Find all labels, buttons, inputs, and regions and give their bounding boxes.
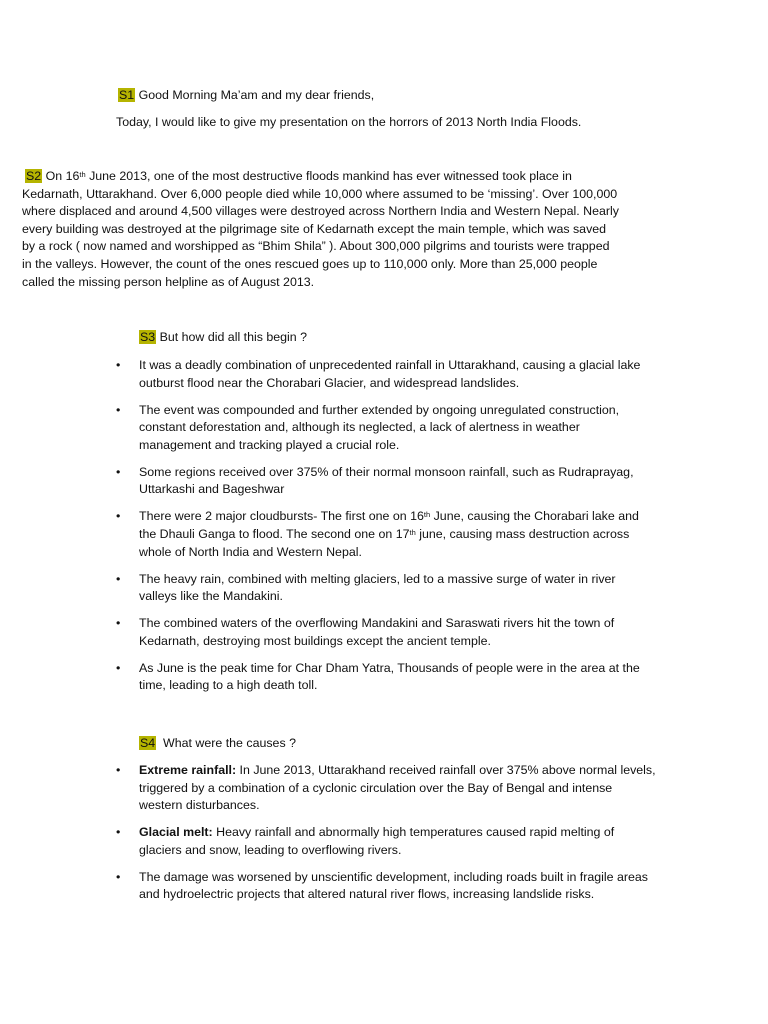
s4-heading: What were the causes ? (163, 736, 296, 750)
s2-line: in the valleys. However, the count of the ones rescued goes up to 110,000 only. More than 25,000 people (22, 256, 598, 271)
slide-tag-s3: S3 (140, 330, 156, 344)
bullet-line: valleys like the Mandakini. (139, 589, 283, 604)
bullet-line: Uttarkashi and Bageshwar (139, 482, 285, 497)
bullet-line: It was a deadly combination of unprecedented rainfall in Uttarakhand, causing a glacial lake (139, 358, 641, 372)
bullet-icon: • (116, 660, 121, 675)
bullet-line: Some regions received over 375% of their normal monsoon rainfall, such as Rudraprayag, (139, 464, 634, 479)
bullet-line: glaciers and snow, leading to overflowing rivers. (139, 842, 402, 857)
s2-line: On 16th June 2013, one of the most destructive floods mankind has ever witnessed took place in (45, 169, 572, 183)
bullet-line (139, 824, 656, 842)
bullet-line: outburst flood near the Chorabari Glacier, and widespread landslides. (139, 375, 520, 390)
list-item (116, 508, 640, 561)
list-item (116, 660, 640, 695)
cause-text: Heavy rainfall and abnormally high temperatures caused rapid melting of (212, 825, 615, 840)
list-item (116, 571, 640, 606)
bullet-line: whole of North India and Western Nepal. (139, 544, 362, 559)
slide-tag-s2: S2 (26, 169, 42, 183)
s2-first-line (25, 168, 619, 186)
bullet-line: and hydroelectric projects that altered natural river flows, increasing landslide risks. (139, 887, 595, 902)
s4-heading-line (139, 735, 296, 753)
s2-line: every building was destroyed at the pilgrimage site of Kedarnath except the main temple, which was saved (22, 221, 607, 236)
bullet-icon: • (116, 402, 121, 417)
s3-heading-line (139, 329, 307, 347)
list-item (116, 464, 640, 499)
list-item (116, 762, 656, 815)
bullet-line: The heavy rain, combined with melting glaciers, led to a massive surge of water in river (139, 571, 616, 586)
list-item (116, 615, 640, 650)
cause-label: Extreme rainfall: (139, 763, 237, 777)
bullet-line: The damage was worsened by unscientific development, including roads built in fragile areas (139, 869, 648, 884)
bullet-line (139, 762, 656, 780)
s1-greeting-line (118, 87, 374, 105)
intro-text: Today, I would like to give my presentation on the horrors of 2013 North India Floods. (116, 115, 582, 129)
list-item (116, 357, 641, 392)
bullet-icon: • (116, 869, 121, 884)
s2-line: by a rock ( now named and worshipped as “Bhim Shila” ). About 300,000 pilgrims and tourists were trapped (22, 239, 610, 254)
bullet-line: As June is the peak time for Char Dham Yatra, Thousands of people were in the area at the (139, 660, 640, 675)
list-item (116, 824, 656, 859)
bullet-line: The combined waters of the overflowing Mandakini and Saraswati rivers hit the town of (139, 616, 615, 631)
list-item (116, 402, 640, 455)
slide-tag-s1: S1 (119, 88, 135, 102)
s2-line: called the missing person helpline as of August 2013. (22, 274, 315, 289)
bullet-line: time, leading to a high death toll. (139, 678, 318, 693)
bullet-icon: • (116, 763, 121, 777)
greeting-text: Good Morning Ma’am and my dear friends, (138, 88, 375, 102)
s2-line: Kedarnath, Uttarakhand. Over 6,000 people died while 10,000 where assumed to be ‘missing’. Over 100,000 (22, 186, 618, 201)
bullet-line: There were 2 major cloudbursts- The first one on 16th June, causing the Chorabari lake and (139, 509, 639, 524)
s3-heading: But how did all this begin ? (159, 330, 308, 344)
bullet-line: Kedarnath, destroying most buildings except the ancient temple. (139, 633, 491, 648)
bullet-line: The event was compounded and further extended by ongoing unregulated construction, (139, 402, 620, 417)
bullet-icon: • (116, 616, 121, 631)
s3-bullet-list (116, 357, 641, 695)
cause-label: Glacial melt: (139, 825, 213, 840)
s2-line: where displaced and around 4,500 villages were destroyed across Northern India and Western Nepal. Nearly (22, 204, 619, 219)
bullet-icon: • (116, 358, 121, 372)
bullet-icon: • (116, 464, 121, 479)
slide-tag-s4: S4 (140, 736, 156, 750)
cause-text: In June 2013, Uttarakhand received rainfall over 375% above normal levels, (236, 763, 656, 777)
bullet-line: management and tracking played a crucial role. (139, 437, 400, 452)
bullet-line: western disturbances. (139, 798, 260, 813)
bullet-line: the Dhauli Ganga to flood. The second one on 17th june, causing mass destruction across (139, 526, 630, 541)
bullet-line: constant deforestation and, although its neglected, a lack of alertness in weather (139, 420, 580, 435)
bullet-line: triggered by a combination of a cyclonic circulation over the Bay of Bengal and intense (139, 780, 613, 795)
bullet-icon: • (116, 825, 121, 840)
list-item (116, 869, 656, 904)
bullet-icon: • (116, 509, 121, 524)
s4-bullet-list (116, 762, 656, 904)
bullet-icon: • (116, 571, 121, 586)
s2-paragraph (22, 168, 619, 291)
